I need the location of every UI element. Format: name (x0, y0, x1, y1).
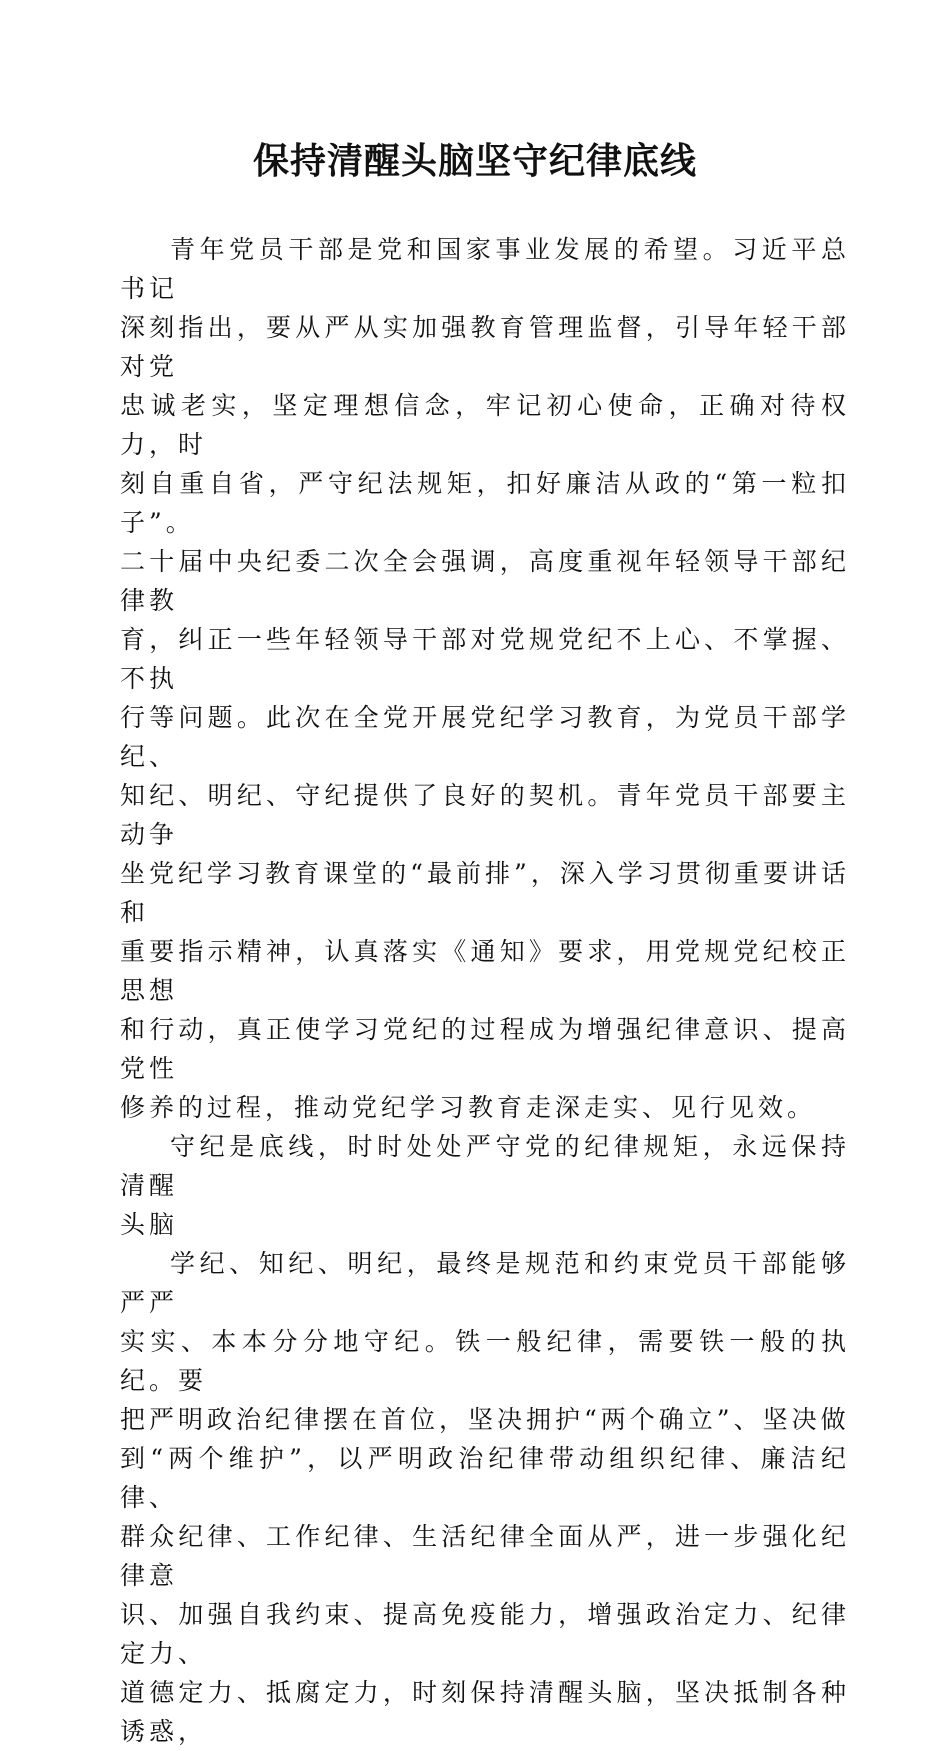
section-heading: 守纪是底线，时时处处严守党的纪律规矩，永远保持清醒 头脑 (120, 1132, 850, 1239)
document-body (120, 230, 850, 1751)
paragraph-discipline: 学纪、知纪、明纪，最终是规范和约束党员干部能够严严 实实、本本分分地守纪。铁一般纪律，需要铁一般的执纪。要 把严明政治纪律摆在首位，坚决拥护“两个确立”、坚决做 到“两个维护”，以严明政治纪律带动组织纪律、廉洁纪律、 群众纪律、工作纪律、生活纪律全面从严，进一步强化纪律意 识、加强自我约束、提高免疫能力，增强政治定力、纪律定力、 道德定力、抵腐定力，时刻保持清醒头脑，坚决抵制各种诱惑， (120, 1249, 850, 1746)
paragraph-intro: 青年党员干部是党和国家事业发展的希望。习近平总书记 深刻指出，要从严从实加强教育管理监督，引导年轻干部对党 忠诚老实，坚定理想信念，牢记初心使命，正确对待权力，时 刻自重自省，严守纪法规矩，扣好廉洁从政的“第一粒扣子”。 二十届中央纪委二次全会强调，高度重视年轻领导干部纪律教 育，纠正一些年轻领导干部对党规党纪不上心、不掌握、不执 行等问题。此次在全党开展党纪学习教育，为党员干部学纪、 知纪、明纪、守纪提供了良好的契机。青年党员干部要主动争 坐党纪学习教育课堂的“最前排”，深入学习贯彻重要讲话和 重要指示精神，认真落实《通知》要求，用党规党纪校正思想 和行动，真正使学习党纪的过程成为增强纪律意识、提高党性 修养的过程，推动党纪学习教育走深走实、见行见效。 (120, 235, 850, 1122)
document-title: 保持清醒头脑坚守纪律底线 (252, 140, 697, 182)
